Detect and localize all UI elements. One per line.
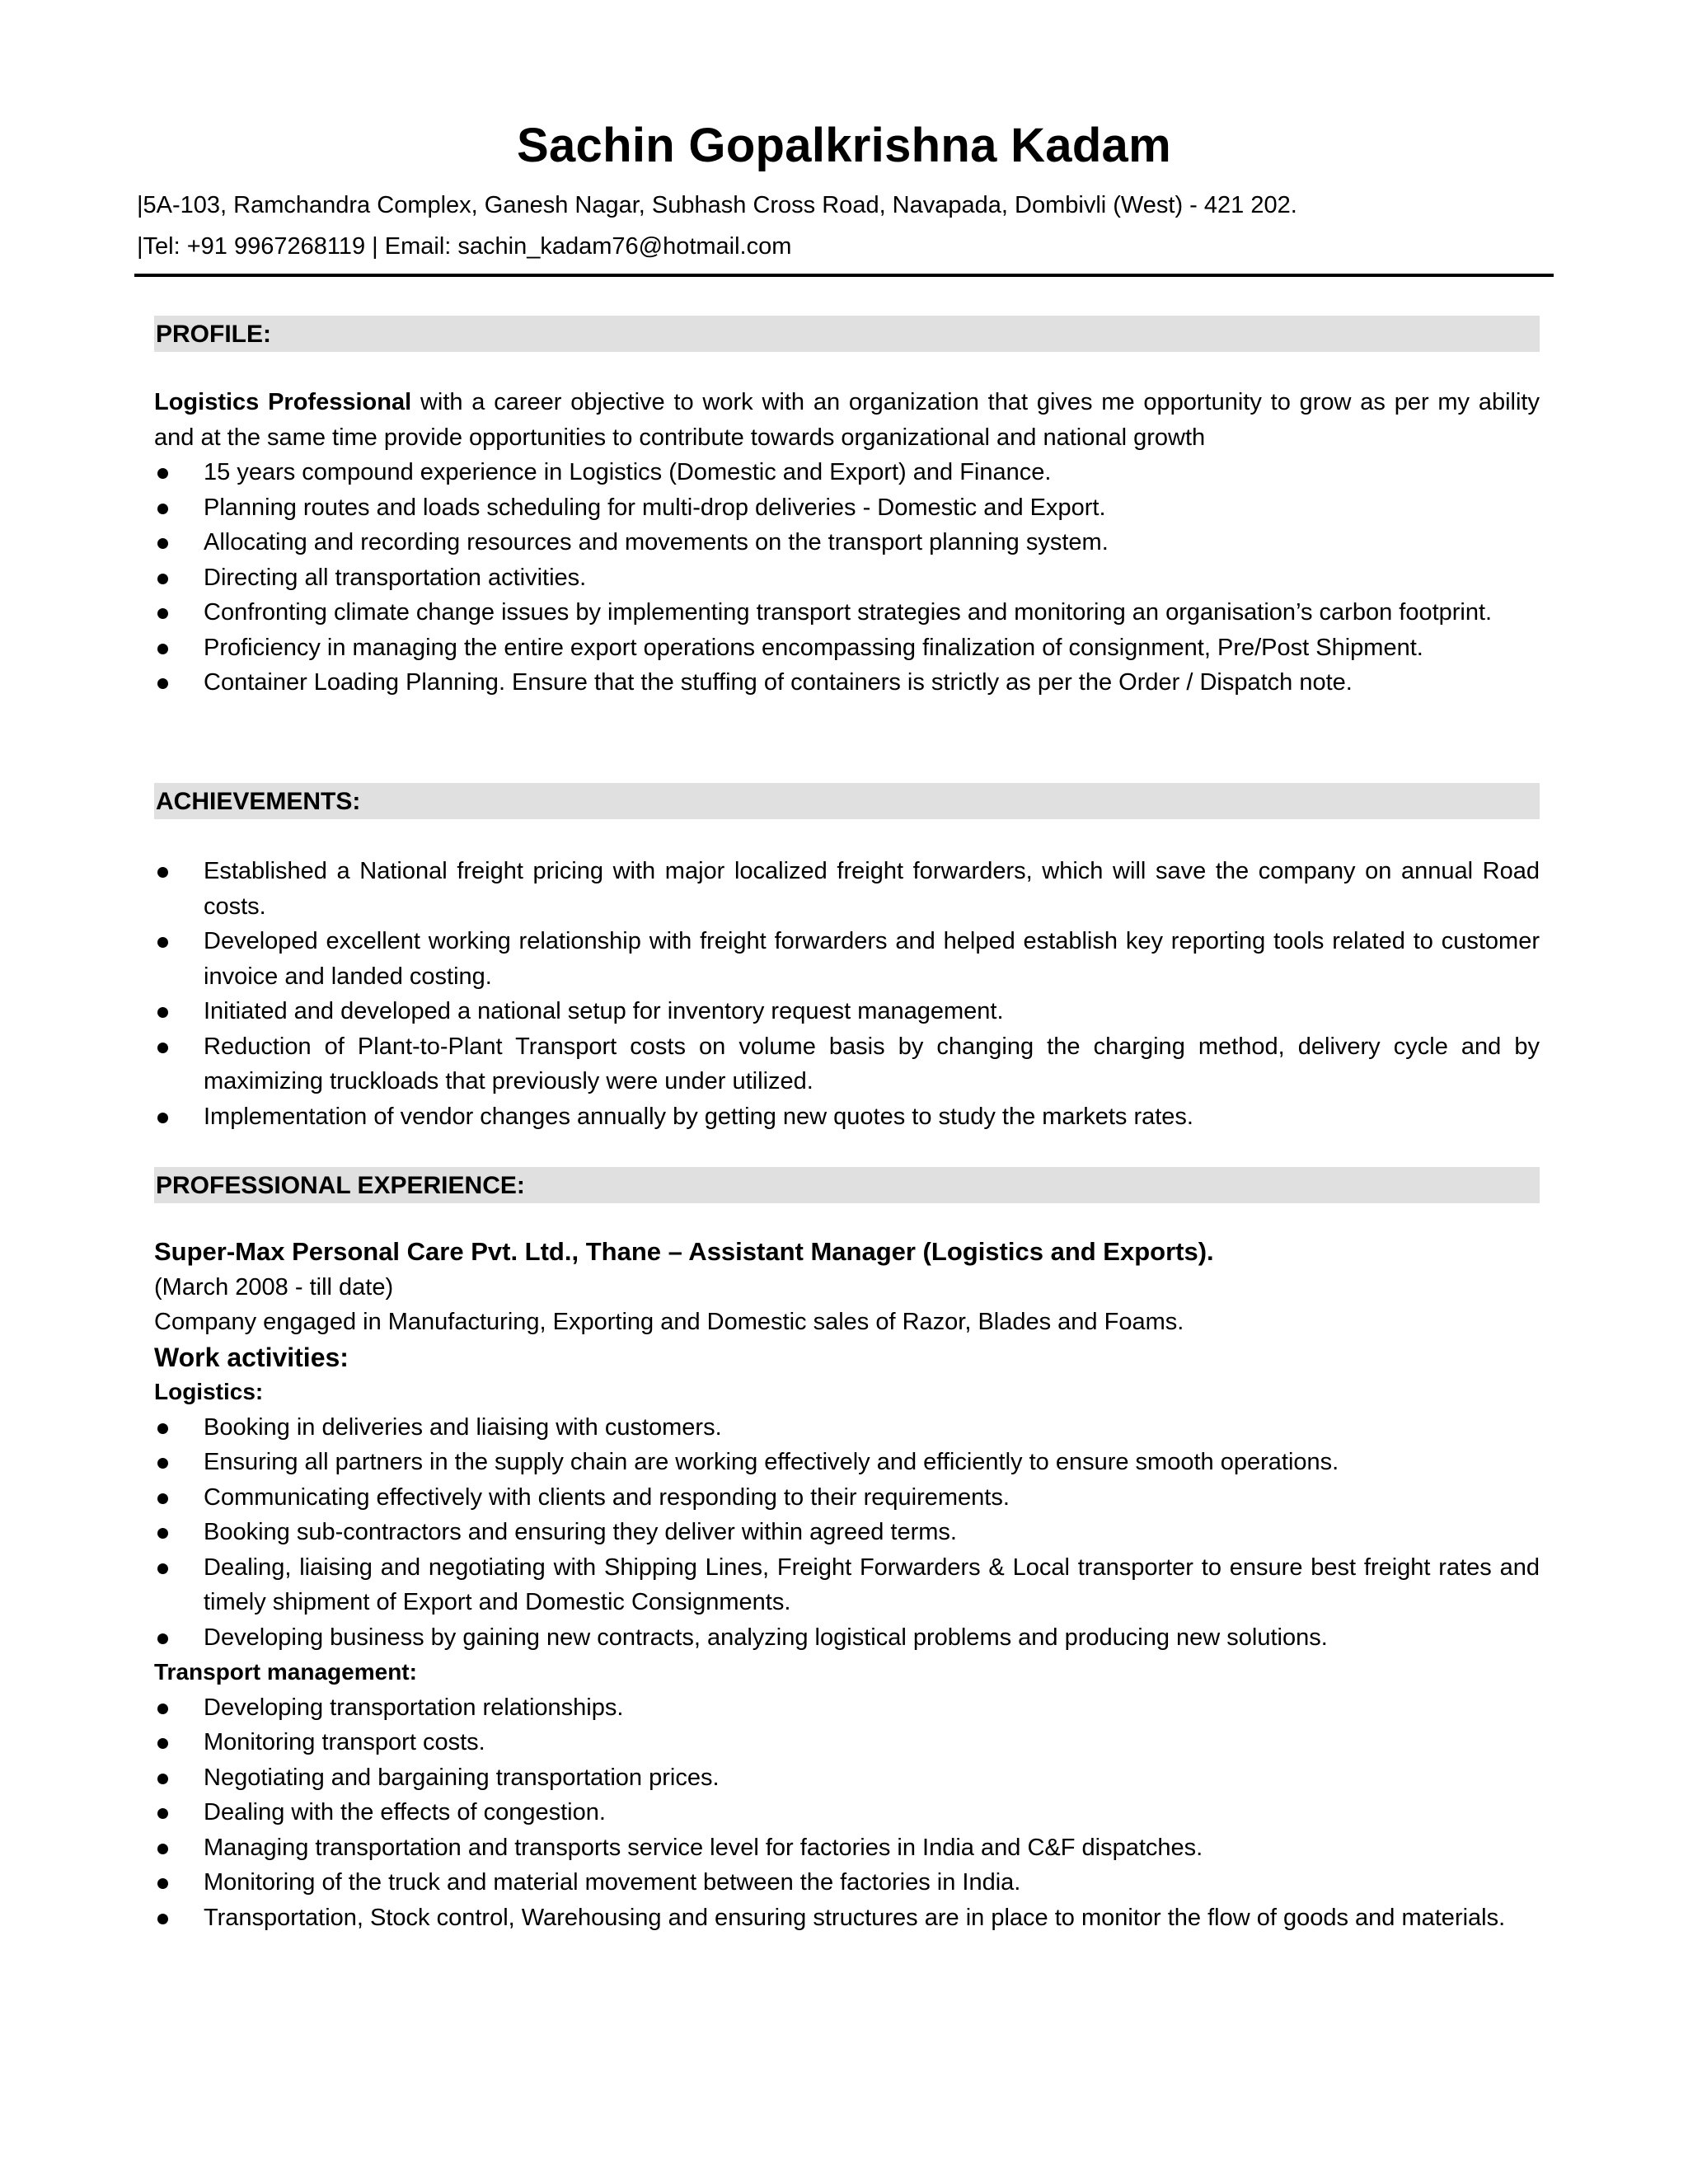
list-item: Proficiency in managing the entire export operations encompassing finalization of consignment, Pre/Post Shipment. xyxy=(154,630,1540,666)
list-item: Directing all transportation activities. xyxy=(154,560,1540,596)
bullet-icon xyxy=(157,538,168,549)
bullet-icon xyxy=(157,1774,168,1784)
section-title-achievements: ACHIEVEMENTS: xyxy=(156,788,361,815)
achievements-section xyxy=(154,854,1540,1134)
bullet-icon xyxy=(157,1563,168,1574)
list-item: Communicating effectively with clients and responding to their requirements. xyxy=(154,1480,1540,1516)
list-item: 15 years compound experience in Logistics (Domestic and Export) and Finance. xyxy=(154,455,1540,490)
experience-section xyxy=(154,1235,1540,1935)
list-item: Transportation, Stock control, Warehousing and ensuring structures are in place to monitor the flow of goods and materials. xyxy=(154,1900,1540,1936)
candidate-name: Sachin Gopalkrishna Kadam xyxy=(517,119,1171,172)
bullet-icon xyxy=(157,1878,168,1889)
list-item: Monitoring of the truck and material movement between the factories in India. xyxy=(154,1865,1540,1900)
bullet-icon xyxy=(157,937,168,948)
profile-lead-bold: Logistics Professional xyxy=(154,389,412,415)
bullet-icon xyxy=(157,1493,168,1504)
list-item: Implementation of vendor changes annually by getting new quotes to study the markets rates. xyxy=(154,1099,1540,1135)
section-header-profile xyxy=(154,316,1540,352)
work-activities-heading: Work activities: xyxy=(154,1342,349,1372)
section-title-profile: PROFILE: xyxy=(156,321,271,348)
section-title-experience: PROFESSIONAL EXPERIENCE: xyxy=(156,1172,525,1199)
profile-bullet-list xyxy=(154,455,1540,701)
bullet-icon xyxy=(157,1007,168,1018)
section-header-experience xyxy=(154,1167,1540,1203)
achievements-bullet-list xyxy=(154,854,1540,1134)
list-item: Confronting climate change issues by implementing transport strategies and monitoring an organisation’s carbon footprint. xyxy=(154,595,1540,630)
bullet-icon xyxy=(157,1423,168,1434)
address-line: |5A-103, Ramchandra Complex, Ganesh Nagar, Subhash Cross Road, Navapada, Dombivli (West) - 421 202. xyxy=(137,192,1297,218)
logistics-heading: Logistics: xyxy=(154,1379,264,1404)
list-item: Negotiating and bargaining transportation prices. xyxy=(154,1760,1540,1796)
company-description: Company engaged in Manufacturing, Exporting and Domestic sales of Razor, Blades and Foams. xyxy=(154,1309,1184,1335)
profile-summary xyxy=(154,385,1540,455)
list-item: Developing business by gaining new contracts, analyzing logistical problems and producing new solutions. xyxy=(154,1620,1540,1656)
bullet-icon xyxy=(157,678,168,689)
logistics-bullet-list xyxy=(154,1410,1540,1656)
header-divider xyxy=(134,274,1554,277)
list-item: Dealing, liaising and negotiating with Shipping Lines, Freight Forwarders & Local transporter to ensure best freight rates and timely shipment of Export and Domestic Consignments. xyxy=(154,1550,1540,1620)
list-item: Monitoring transport costs. xyxy=(154,1725,1540,1760)
bullet-icon xyxy=(157,608,168,619)
list-item: Booking sub-contractors and ensuring they deliver within agreed terms. xyxy=(154,1515,1540,1550)
list-item: Reduction of Plant-to-Plant Transport costs on volume basis by changing the charging method, delivery cycle and by maximizing truckloads that previously were under utilized. xyxy=(154,1029,1540,1099)
list-item: Planning routes and loads scheduling for multi-drop deliveries - Domestic and Export. xyxy=(154,490,1540,526)
list-item: Developing transportation relationships. xyxy=(154,1690,1540,1726)
bullet-icon xyxy=(157,1704,168,1714)
list-item: Initiated and developed a national setup for inventory request management. xyxy=(154,994,1540,1029)
bullet-icon xyxy=(157,1458,168,1469)
bullet-icon xyxy=(157,1914,168,1924)
bullet-icon xyxy=(157,504,168,514)
bullet-icon xyxy=(157,644,168,654)
list-item: Established a National freight pricing with major localized freight forwarders, which will save the company on annual Road costs. xyxy=(154,854,1540,924)
bullet-icon xyxy=(157,867,168,878)
contact-line: |Tel: +91 9967268119 | Email: sachin_kadam76@hotmail.com xyxy=(137,233,792,260)
bullet-icon xyxy=(157,1043,168,1053)
list-item: Allocating and recording resources and movements on the transport planning system. xyxy=(154,525,1540,560)
bullet-icon xyxy=(157,468,168,479)
list-item: Developed excellent working relationship with freight forwarders and helped establish key reporting tools related to customer invoice and landed costing. xyxy=(154,924,1540,994)
bullet-icon xyxy=(157,1113,168,1123)
bullet-icon xyxy=(157,1528,168,1539)
section-header-achievements xyxy=(154,783,1540,819)
profile-lead-text: with a career objective to work with an organization that gives me opportunity to grow as per my ability and at the same time provide opportunities to contribute towards organizational and national growth xyxy=(154,389,1540,451)
job-title: Super-Max Personal Care Pvt. Ltd., Thane – Assistant Manager (Logistics and Exports). xyxy=(154,1237,1214,1266)
list-item: Ensuring all partners in the supply chain are working effectively and efficiently to ensure smooth operations. xyxy=(154,1445,1540,1480)
list-item: Dealing with the effects of congestion. xyxy=(154,1795,1540,1830)
profile-section xyxy=(154,385,1540,701)
bullet-icon xyxy=(157,1633,168,1644)
list-item: Container Loading Planning. Ensure that the stuffing of containers is strictly as per the Order / Dispatch note. xyxy=(154,665,1540,701)
list-item: Booking in deliveries and liaising with customers. xyxy=(154,1410,1540,1446)
bullet-icon xyxy=(157,574,168,584)
transport-management-heading: Transport management: xyxy=(154,1659,417,1685)
bullet-icon xyxy=(157,1844,168,1854)
bullet-icon xyxy=(157,1808,168,1819)
job-dates: (March 2008 - till date) xyxy=(154,1273,394,1301)
bullet-icon xyxy=(157,1738,168,1749)
list-item: Managing transportation and transports service level for factories in India and C&F dispatches. xyxy=(154,1830,1540,1866)
transport-bullet-list xyxy=(154,1690,1540,1936)
